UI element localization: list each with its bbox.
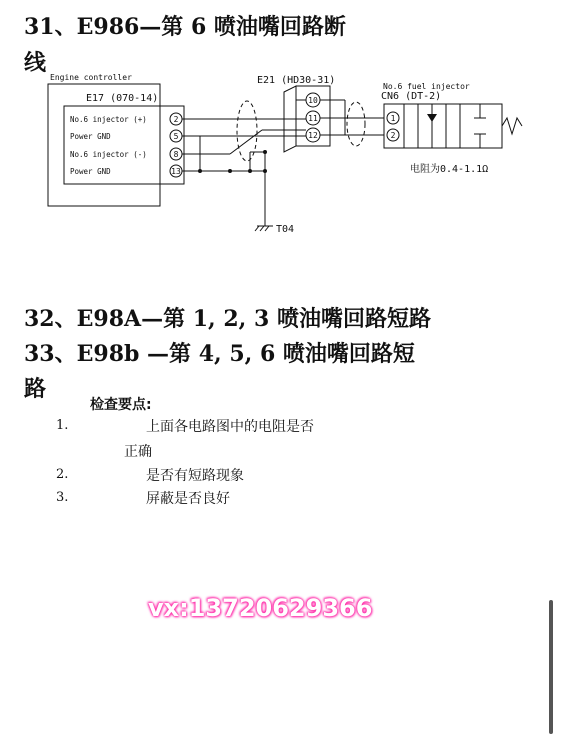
pin-label-2: Power GND: [70, 132, 111, 141]
pin-label-4: Power GND: [70, 167, 111, 176]
ground-label: T04: [276, 224, 295, 235]
pin-num-4: 13: [171, 167, 181, 176]
heading-32: 32、E98A—第 1, 2, 3 喷油嘴回路短路: [24, 306, 431, 332]
middle-pin-3: 12: [308, 131, 318, 140]
ecu-title: Engine controller: [50, 73, 132, 82]
injector-connector-label: CN6 (DT-2): [381, 91, 442, 102]
pin-num-2: 5: [173, 132, 179, 141]
ecu-connector-label: E17 (070-14): [86, 93, 159, 104]
checklist-num-3: 3.: [56, 490, 69, 505]
injector-pin-2: 2: [390, 131, 396, 140]
scrollbar[interactable]: [549, 600, 553, 734]
checklist-item-2: 是否有短路现象: [146, 468, 244, 484]
heading-33-line2: 路: [24, 376, 47, 402]
middle-connector-label: E21 (HD30-31): [257, 75, 336, 86]
pin-label-3: No.6 injector (-): [70, 150, 147, 159]
checklist-num-1: 1.: [56, 418, 69, 433]
heading-33-line1: 33、E98b —第 4, 5, 6 喷油嘴回路短: [24, 341, 415, 367]
pin-label-1: No.6 injector (+): [70, 115, 147, 124]
heading-31-line2: 线: [24, 50, 47, 76]
pin-num-1: 2: [173, 115, 179, 124]
injector-title: No.6 fuel injector: [383, 82, 470, 91]
checklist-item-3: 屏蔽是否良好: [146, 491, 230, 507]
wiring-diagram: [0, 0, 562, 250]
middle-pin-2: 11: [308, 114, 318, 123]
checklist-item-1-line1: 上面各电路图中的电阻是否: [146, 419, 314, 435]
heading-31-line1: 31、E986—第 6 喷油嘴回路断: [24, 14, 346, 40]
checklist-item-1-line2: 正确: [124, 444, 152, 460]
pin-num-3: 8: [173, 150, 179, 159]
watermark: vx:13720629366: [148, 594, 373, 622]
middle-pin-1: 10: [308, 96, 318, 105]
checklist-num-2: 2.: [56, 467, 69, 482]
checklist-title: 检查要点:: [90, 397, 152, 413]
injector-pin-1: 1: [390, 114, 396, 123]
resistance-note: 电阻为0.4-1.1Ω: [410, 164, 489, 175]
